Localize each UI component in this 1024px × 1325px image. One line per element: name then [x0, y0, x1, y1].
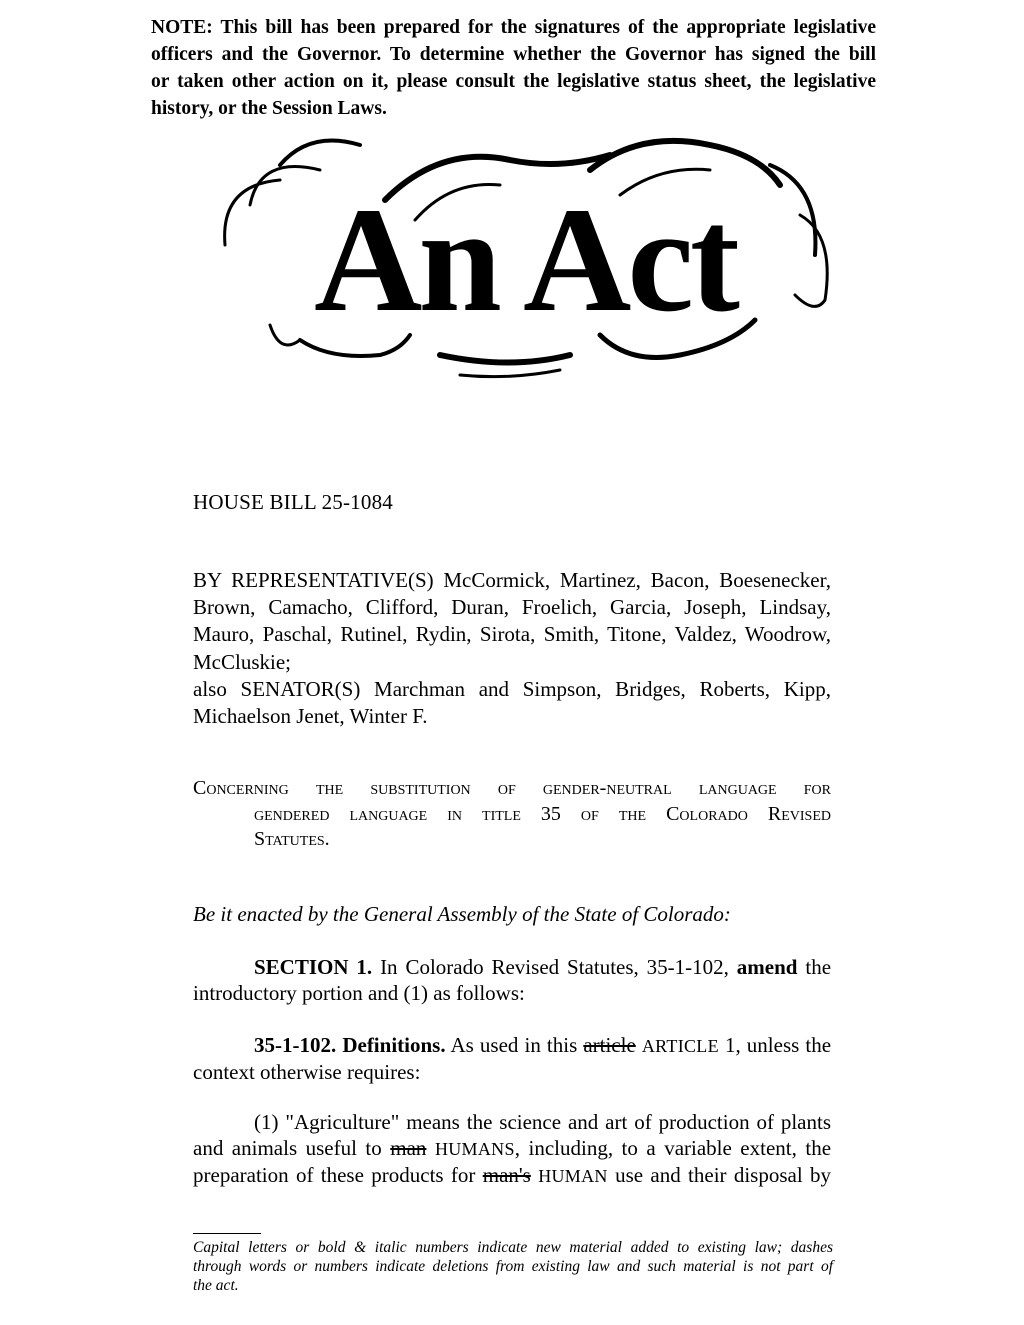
- definitions-text: As used in this: [450, 1033, 578, 1057]
- definitions-text: 1, unless the: [724, 1033, 832, 1057]
- footnote-line: the act.: [193, 1277, 239, 1295]
- agriculture-line: [193, 1135, 831, 1162]
- added-text: ARTICLE: [641, 1036, 719, 1056]
- bill-title: [193, 776, 831, 853]
- amend-keyword: amend: [736, 955, 798, 979]
- deleted-text: man's: [482, 1163, 531, 1187]
- footnote: [193, 1238, 833, 1296]
- note-line: or taken other action on it, please consult the legislative status sheet, the legislative: [151, 71, 876, 92]
- bill-number: HOUSE BILL 25-1084: [193, 490, 393, 514]
- agriculture-text: , including, to a variable extent, the: [514, 1136, 832, 1160]
- section-heading: SECTION 1.: [254, 955, 373, 979]
- deleted-text: article: [583, 1033, 636, 1057]
- an-act-logo: [210, 125, 840, 385]
- note-line: history, or the Session Laws.: [151, 98, 387, 119]
- section-1: [193, 954, 831, 1006]
- agriculture-line: (1) "Agriculture" means the science and art of production of plants: [254, 1110, 831, 1134]
- agriculture-paragraph: [193, 1109, 831, 1189]
- sponsors-line: McCluskie;: [193, 649, 291, 674]
- sponsors-line: Brown, Camacho, Clifford, Duran, Froelich, Garcia, Joseph, Lindsay,: [193, 595, 831, 620]
- sponsors-line: Mauro, Paschal, Rutinel, Rydin, Sirota, Smith, Titone, Valdez, Woodrow,: [193, 622, 831, 647]
- enacting-clause: Be it enacted by the General Assembly of the State of Colorado:: [193, 902, 731, 926]
- definitions-line: [193, 1032, 831, 1059]
- deleted-text: man: [390, 1136, 427, 1160]
- agriculture-text: and animals useful to: [193, 1136, 382, 1160]
- sponsors-line: BY REPRESENTATIVE(S) McCormick, Martinez, Bacon, Boesenecker,: [193, 568, 831, 592]
- note-line: NOTE: This bill has been prepared for the signatures of the appropriate legislative: [151, 17, 876, 38]
- section-1-line: [193, 954, 831, 980]
- bill-title-line: Concerning the substitution of gender-neutral language for: [193, 777, 831, 799]
- added-text: HUMANS: [434, 1139, 515, 1159]
- agriculture-text: preparation of these products for: [193, 1163, 476, 1187]
- sponsors-line: also SENATOR(S) Marchman and Simpson, Bridges, Roberts, Kipp,: [193, 676, 831, 701]
- section-text: the: [805, 955, 832, 979]
- definitions-paragraph: [193, 1032, 831, 1085]
- sponsors-line: Michaelson Jenet, Winter F.: [193, 704, 428, 729]
- footnote-line: Capital letters or bold & italic numbers indicate new material added to existing law; dashes: [193, 1239, 833, 1256]
- statute-number: 35-1-102.: [254, 1033, 337, 1057]
- section-1-line: introductory portion and (1) as follows:: [193, 981, 525, 1005]
- statute-heading: Definitions.: [342, 1033, 446, 1057]
- footnote-line: through words or numbers indicate deletions from existing law and such material is not part of: [193, 1258, 833, 1276]
- bill-title-line: gendered language in title 35 of the Colorado Revised: [254, 802, 831, 825]
- disclaimer-note: [151, 14, 876, 122]
- section-text: In Colorado Revised Statutes, 35-1-102,: [380, 955, 729, 979]
- an-act-logo-text: An Act: [314, 177, 736, 343]
- added-text: HUMAN: [538, 1166, 608, 1186]
- agriculture-line: [193, 1162, 831, 1189]
- definitions-line: context otherwise requires:: [193, 1060, 421, 1084]
- footnote-divider: [193, 1233, 261, 1234]
- note-line: officers and the Governor. To determine whether the Governor has signed the bill: [151, 44, 876, 65]
- sponsors-block: [193, 567, 831, 730]
- bill-title-line: Statutes.: [254, 828, 330, 850]
- agriculture-text: use and their disposal by: [615, 1163, 832, 1187]
